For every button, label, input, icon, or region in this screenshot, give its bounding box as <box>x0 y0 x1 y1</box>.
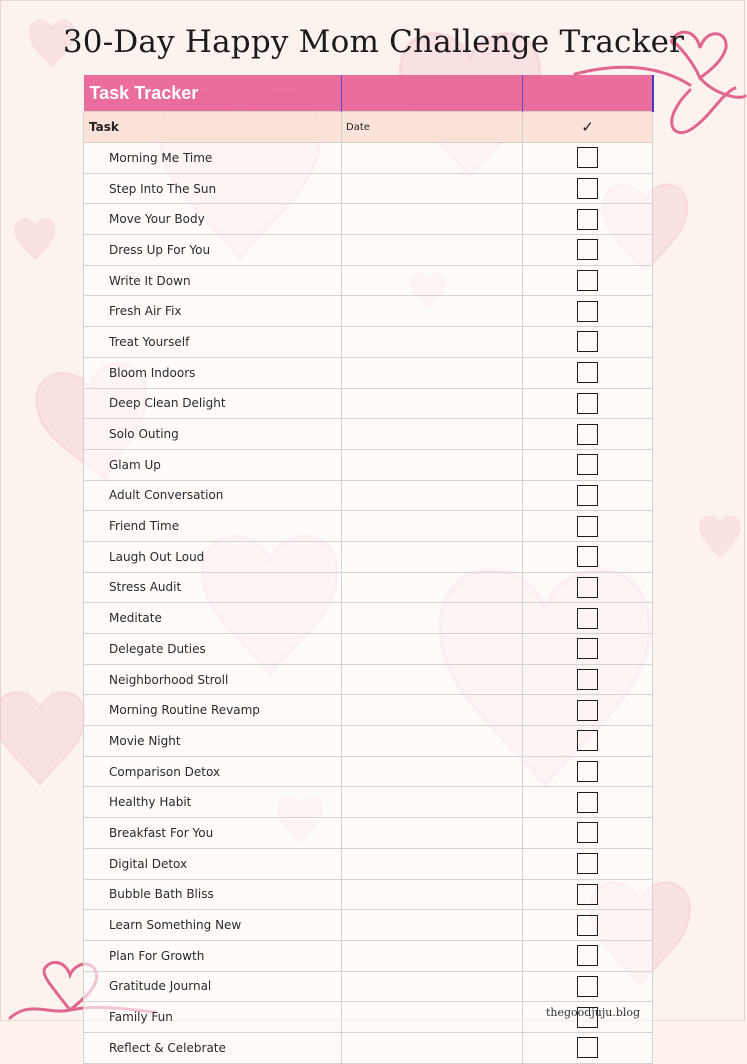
task-checkbox[interactable] <box>577 454 598 475</box>
date-cell[interactable] <box>342 664 523 695</box>
task-checkbox[interactable] <box>577 884 598 905</box>
table-row <box>84 296 653 327</box>
task-name: Solo Outing <box>84 419 342 450</box>
date-cell[interactable] <box>342 572 523 603</box>
task-name: Comparison Detox <box>84 756 342 787</box>
task-name: Dress Up For You <box>84 235 342 266</box>
task-name: Meditate <box>84 603 342 634</box>
date-cell[interactable] <box>342 940 523 971</box>
table-row <box>84 235 653 266</box>
table-row <box>84 787 653 818</box>
check-cell <box>523 480 653 511</box>
date-cell[interactable] <box>342 143 523 174</box>
task-checkbox[interactable] <box>577 147 598 168</box>
date-cell[interactable] <box>342 695 523 726</box>
task-name: Laugh Out Loud <box>84 541 342 572</box>
table-row <box>84 173 653 204</box>
table-row <box>84 541 653 572</box>
date-cell[interactable] <box>342 327 523 358</box>
task-checkbox[interactable] <box>577 638 598 659</box>
task-checkbox[interactable] <box>577 362 598 383</box>
date-cell[interactable] <box>342 388 523 419</box>
check-cell <box>523 634 653 665</box>
date-cell[interactable] <box>342 357 523 388</box>
task-name: Family Fun <box>84 1002 342 1033</box>
check-cell <box>523 572 653 603</box>
date-cell[interactable] <box>342 265 523 296</box>
task-checkbox[interactable] <box>577 301 598 322</box>
site-credit: thegoodjuju.blog <box>546 1006 641 1019</box>
task-name: Delegate Duties <box>84 634 342 665</box>
check-cell <box>523 419 653 450</box>
table-row <box>84 664 653 695</box>
task-name: Deep Clean Delight <box>84 388 342 419</box>
task-name: Reflect & Celebrate <box>84 1032 342 1063</box>
column-header-check: ✓ <box>523 112 653 143</box>
table-row <box>84 818 653 849</box>
check-cell <box>523 327 653 358</box>
table-row <box>84 848 653 879</box>
check-cell <box>523 695 653 726</box>
date-cell[interactable] <box>342 449 523 480</box>
task-checkbox[interactable] <box>577 669 598 690</box>
column-header-date: Date <box>342 112 523 143</box>
task-name: Bloom Indoors <box>84 357 342 388</box>
task-checkbox[interactable] <box>577 331 598 352</box>
task-checkbox[interactable] <box>577 730 598 751</box>
task-name: Treat Yourself <box>84 327 342 358</box>
table-row <box>84 572 653 603</box>
check-cell <box>523 541 653 572</box>
date-cell[interactable] <box>342 204 523 235</box>
check-cell <box>523 910 653 941</box>
task-checkbox[interactable] <box>577 424 598 445</box>
task-checkbox[interactable] <box>577 822 598 843</box>
check-cell <box>523 818 653 849</box>
table-row <box>84 879 653 910</box>
table-row <box>84 480 653 511</box>
date-cell[interactable] <box>342 756 523 787</box>
table-row <box>84 265 653 296</box>
task-checkbox[interactable] <box>577 761 598 782</box>
table-row <box>84 511 653 542</box>
table-header <box>84 112 653 143</box>
check-cell <box>523 756 653 787</box>
task-checkbox[interactable] <box>577 976 598 997</box>
table-row <box>84 357 653 388</box>
date-cell[interactable] <box>342 818 523 849</box>
task-name: Plan For Growth <box>84 940 342 971</box>
table-row <box>84 1032 653 1063</box>
task-name: Movie Night <box>84 726 342 757</box>
table-banner <box>84 75 653 112</box>
task-list <box>84 143 653 1064</box>
task-checkbox[interactable] <box>577 239 598 260</box>
date-cell[interactable] <box>342 296 523 327</box>
page-title: 30-Day Happy Mom Challenge Tracker <box>62 24 685 60</box>
task-checkbox[interactable] <box>577 546 598 567</box>
date-cell[interactable] <box>342 511 523 542</box>
check-cell <box>523 204 653 235</box>
task-checkbox[interactable] <box>577 608 598 629</box>
task-checkbox[interactable] <box>577 853 598 874</box>
check-cell <box>523 848 653 879</box>
table-row <box>84 327 653 358</box>
date-cell[interactable] <box>342 971 523 1002</box>
task-name: Neighborhood Stroll <box>84 664 342 695</box>
task-checkbox[interactable] <box>577 945 598 966</box>
task-name: Adult Conversation <box>84 480 342 511</box>
task-checkbox[interactable] <box>577 393 598 414</box>
check-cell <box>523 511 653 542</box>
date-cell[interactable] <box>342 634 523 665</box>
date-cell[interactable] <box>342 173 523 204</box>
task-name: Healthy Habit <box>84 787 342 818</box>
date-cell[interactable] <box>342 726 523 757</box>
task-name: Bubble Bath Bliss <box>84 879 342 910</box>
task-checkbox[interactable] <box>577 516 598 537</box>
task-name: Digital Detox <box>84 848 342 879</box>
task-name: Move Your Body <box>84 204 342 235</box>
task-name: Morning Me Time <box>84 143 342 174</box>
table-row <box>84 695 653 726</box>
task-checkbox[interactable] <box>577 915 598 936</box>
table-row <box>84 143 653 174</box>
table-row <box>84 419 653 450</box>
date-cell[interactable] <box>342 1032 523 1063</box>
check-cell <box>523 726 653 757</box>
check-cell <box>523 1032 653 1063</box>
check-cell <box>523 971 653 1002</box>
date-cell[interactable] <box>342 787 523 818</box>
table-row <box>84 971 653 1002</box>
table-row <box>84 603 653 634</box>
check-cell <box>523 603 653 634</box>
date-cell[interactable] <box>342 419 523 450</box>
check-cell <box>523 265 653 296</box>
date-cell[interactable] <box>342 603 523 634</box>
table-row <box>84 940 653 971</box>
task-name: Glam Up <box>84 449 342 480</box>
task-name: Stress Audit <box>84 572 342 603</box>
table-row <box>84 910 653 941</box>
check-cell <box>523 787 653 818</box>
date-cell[interactable] <box>342 879 523 910</box>
task-name: Step Into The Sun <box>84 173 342 204</box>
task-checkbox[interactable] <box>577 178 598 199</box>
task-name: Fresh Air Fix <box>84 296 342 327</box>
task-checkbox[interactable] <box>577 270 598 291</box>
table-row <box>84 756 653 787</box>
column-header-task: Task <box>84 112 342 143</box>
date-cell[interactable] <box>342 1002 523 1033</box>
task-checkbox[interactable] <box>577 209 598 230</box>
task-name: Write It Down <box>84 265 342 296</box>
date-cell[interactable] <box>342 480 523 511</box>
task-name: Morning Routine Revamp <box>84 695 342 726</box>
date-cell[interactable] <box>342 235 523 266</box>
check-cell <box>523 940 653 971</box>
check-cell <box>523 664 653 695</box>
banner-title: Task Tracker <box>84 75 342 112</box>
check-cell <box>523 449 653 480</box>
check-cell <box>523 879 653 910</box>
check-cell <box>523 143 653 174</box>
task-checkbox[interactable] <box>577 792 598 813</box>
table-row <box>84 449 653 480</box>
task-checkbox[interactable] <box>577 1037 598 1058</box>
date-cell[interactable] <box>342 848 523 879</box>
task-name: Breakfast For You <box>84 818 342 849</box>
date-cell[interactable] <box>342 910 523 941</box>
check-cell <box>523 357 653 388</box>
table-row <box>84 388 653 419</box>
task-name: Friend Time <box>84 511 342 542</box>
check-cell <box>523 235 653 266</box>
task-checkbox[interactable] <box>577 700 598 721</box>
table-row <box>84 204 653 235</box>
check-cell <box>523 388 653 419</box>
task-name: Learn Something New <box>84 910 342 941</box>
check-cell <box>523 296 653 327</box>
date-cell[interactable] <box>342 541 523 572</box>
task-name: Gratitude Journal <box>84 971 342 1002</box>
table-row <box>84 634 653 665</box>
check-cell <box>523 173 653 204</box>
task-checkbox[interactable] <box>577 485 598 506</box>
table-row <box>84 726 653 757</box>
task-tracker-table <box>83 75 652 1064</box>
task-checkbox[interactable] <box>577 577 598 598</box>
